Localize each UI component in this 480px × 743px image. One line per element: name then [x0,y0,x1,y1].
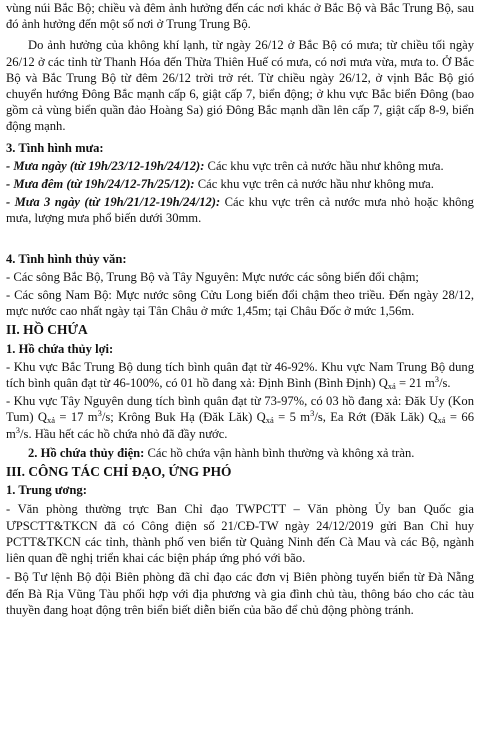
paragraph-dispatch-telegram: - Văn phòng thường trực Ban Chỉ đạo TWPCTT – Văn phòng Ủy ban Quốc gia ƯPSCTT&TKCN đã có Công điện số 21/CĐ-TW ngày 24/12/2019 gửi Ban Chỉ huy PCTT&TKCN các tỉnh, thành phố ven biển từ Quảng Ninh đến Cà Mau và các Bộ, ngành liên quan đề nghị triển khai các biện pháp ứng phó với bão. [6,502,474,566]
res2-text-f: = 66 m [6,410,474,441]
cube-superscript: 3 [310,408,315,419]
cube-superscript: 3 [15,424,21,435]
hydropower-text: Các hồ chứa vận hành bình thường và không xả tràn. [144,445,415,460]
res2-text-d: = 5 m [273,410,311,425]
heading-irrigation-reservoirs: 1. Hồ chứa thủy lợi: [6,341,114,356]
discharge-subscript: xả [387,381,396,392]
res1-text: - Khu vực Bắc Trung Bộ dung tích bình quân đạt từ 46-92%. Khu vực Nam Trung Bộ dung tích bình quân đạt từ 46-100%, có 01 hồ đang xả: Định Bình (Bình Định) Q [6,359,474,391]
heading-central-level: 1. Trung ương: [6,483,87,498]
res2-text-g: /s. Hầu hết các hồ chứa nhỏ đã đầy nước. [20,426,228,441]
heading-hydrology: 4. Tình hình thủy văn: [6,251,127,266]
paragraph-border-guard: - Bộ Tư lệnh Bộ đội Biên phòng đã chỉ đạo các đơn vị Biên phòng tuyến biển từ Đà Nẵng đến Bà Rịa Vũng Tàu phối hợp với địa phương và gia đình chủ tàu, thông báo cho các tàu thuyền đang hoạt động trên biển biết diễn biến của bão để chủ động phòng tránh. [6,570,474,617]
res2-text-c: /s; Krông Buk Hạ (Đăk Lăk) Q [101,410,266,425]
paragraph-rain-day [6,158,474,174]
discharge-subscript: xả [437,415,446,426]
paragraph-hydropower [6,445,474,461]
paragraph-reservoir-central [6,359,474,391]
heading-hydropower: 2. Hồ chứa thủy điện: [28,445,145,460]
paragraph-cold-air-impact: vùng núi Bắc Bộ; chiều và đêm ảnh hưởng đến các nơi khác ở Bắc Bộ và Bắc Trung Bộ, sau đó ảnh hưởng đến một số nơi ở Trung Trung Bộ. [6,1,474,32]
paragraph-hydro-south: - Các sông Nam Bộ: Mực nước sông Cửu Long biến đổi chậm theo triều. Đến ngày 28/12, mực nước cao nhất ngày tại Tân Châu ở mức 1,45m; tại Châu Đốc ở mức 1,56m. [6,288,474,319]
discharge-subscript: xả [265,415,274,426]
res2-text-e: /s, Ea Rớt (Đăk Lăk) Q [314,410,438,425]
res1-unit: /s. [439,376,451,391]
res2-text-b: = 17 m [55,410,98,425]
rain-3day-label: - Mưa 3 ngày (từ 19h/21/12-19h/24/12): [6,195,221,210]
paragraph-reservoir-highlands [6,393,474,442]
rain-3day-text: Các khu vực trên cả nước mưa nhỏ hoặc không mưa, lượng mưa phổ biến dưới 30mm. [6,195,474,226]
rain-night-label: - Mưa đêm (từ 19h/24/12-7h/25/12): [6,177,195,192]
cube-superscript: 3 [434,374,440,385]
discharge-subscript: xả [47,415,56,426]
heading-rain-situation: 3. Tình hình mưa: [6,140,104,155]
rain-night-text: Các khu vực trên cả nước hầu như không mưa. [194,177,434,192]
res2-text-a: - Khu vực Tây Nguyên dung tích bình quân đạt từ 73-97%, có 03 hồ đang xả: Đăk Uy (Kon Tum) Q [6,394,474,425]
paragraph-rain-night [6,176,474,192]
rain-day-text: Các khu vực trên cả nước hầu như không mưa. [204,158,444,173]
section-direction-response: III. CÔNG TÁC CHỈ ĐẠO, ỨNG PHÓ [6,464,232,480]
cube-superscript: 3 [97,408,102,419]
blank-space [6,227,474,251]
paragraph-rain-3day [6,194,474,226]
section-reservoirs: II. HỒ CHỨA [6,322,88,338]
res1-value: = 21 m [395,376,435,391]
paragraph-cold-air-rain: Do ảnh hưởng của không khí lạnh, từ ngày 26/12 ở Bắc Bộ có mưa; từ chiều tối ngày 26/12 ở các tỉnh từ Thanh Hóa đến Thừa Thiên Huế có mưa, có nơi mưa vừa, mưa to. Ở Bắc Bộ và Bắc Trung Bộ từ đêm 26/12 trời trở rét. Từ chiều ngày 26/12, ở vịnh Bắc Bộ gió chuyển hướng Đông Bắc mạnh cấp 6, giật cấp 7, biển động; ở khu vực Bắc biển Đông (bao gồm cả vùng biển quần đảo Hoàng Sa) gió Đông Bắc mạnh dần lên cấp 7, giật cấp 8-9, biển động mạnh. [6,38,474,134]
paragraph-hydro-north: - Các sông Bắc Bộ, Trung Bộ và Tây Nguyên: Mực nước các sông biến đổi chậm; [6,269,419,284]
rain-day-label: - Mưa ngày (từ 19h/23/12-19h/24/12): [6,158,205,173]
